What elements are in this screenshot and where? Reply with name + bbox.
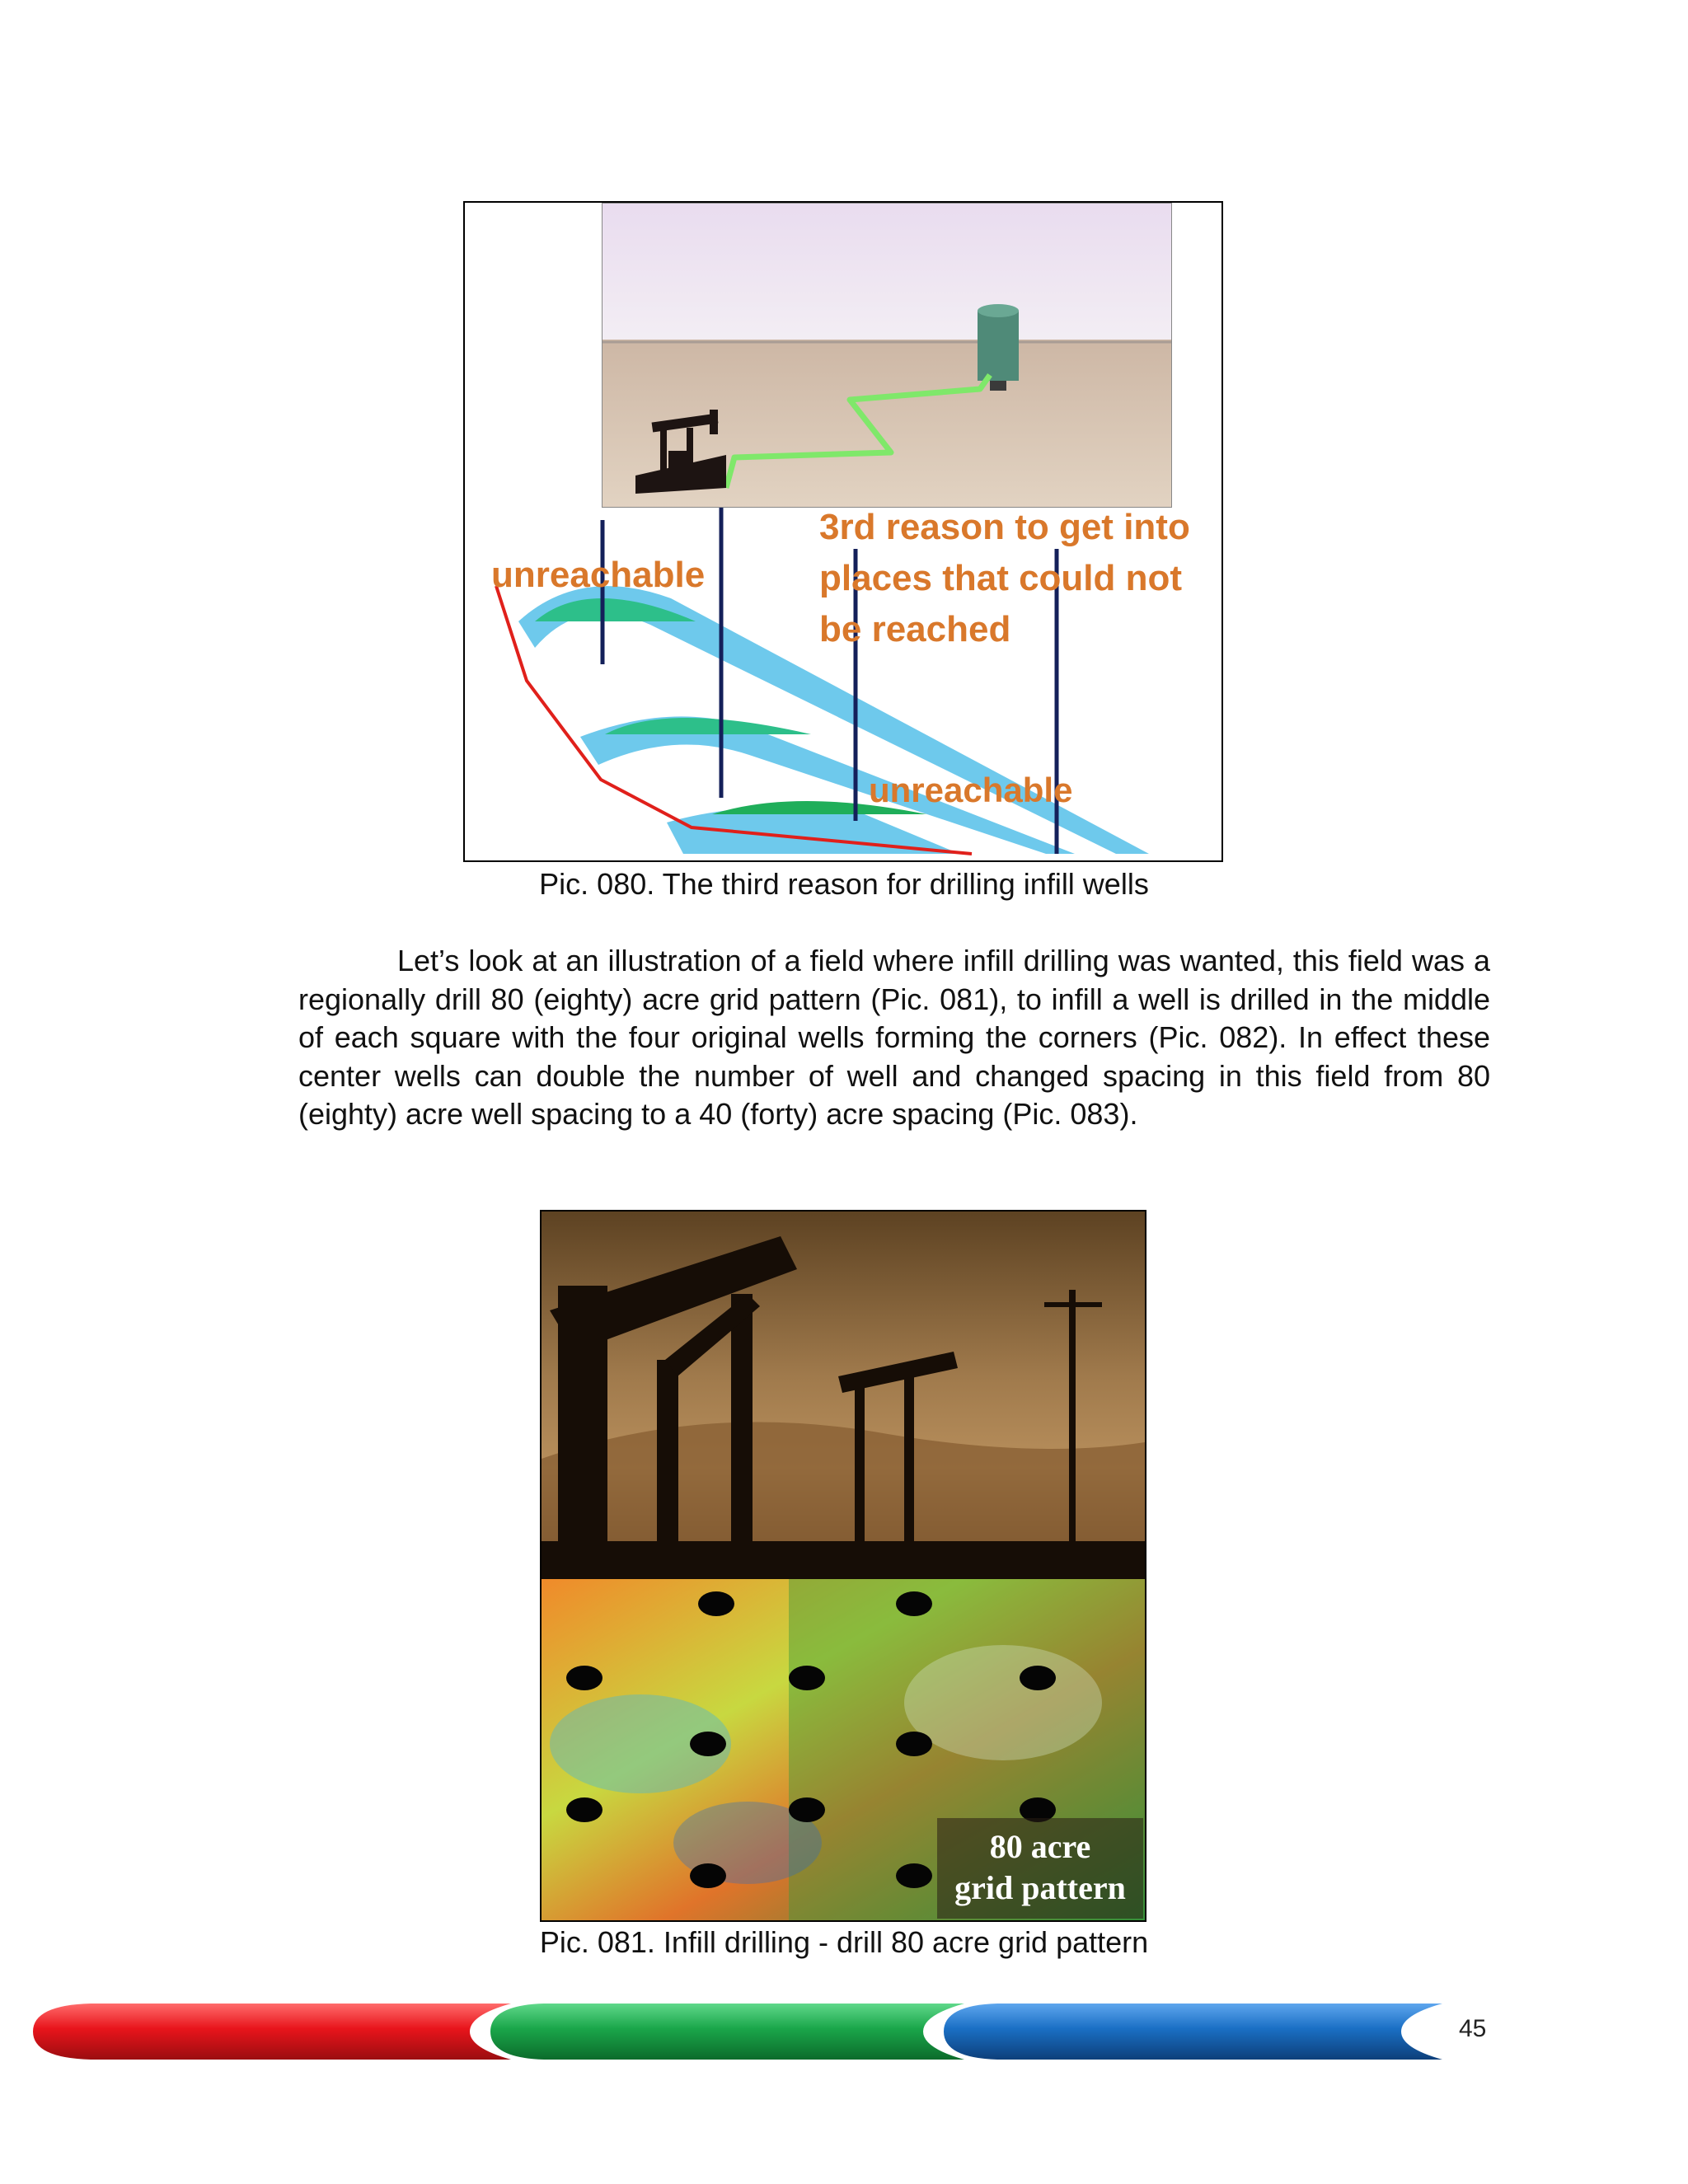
tank-icon — [978, 304, 1019, 391]
oilfield-photo — [602, 203, 1172, 508]
page-number: 45 — [1459, 2015, 1487, 2042]
figure-80-acre-grid — [540, 1210, 1146, 1922]
label-reason-line2: places that could not — [819, 558, 1183, 598]
label-unreachable-top: unreachable — [491, 555, 706, 595]
body-paragraph: Let’s look at an illustration of a field where infill drilling was wanted, this field was a regionally drill 80 (eighty) acre grid pattern (Pic. 081), to infill a well is drilled in the middle of each square with the four original wells forming the corners (Pic. 082). In effect these center wells can double the number of well and changed spacing in this field from 80 (eighty) acre well spacing to a 40 (forty) acre spacing (Pic. 083). — [298, 944, 1490, 1131]
figure-infill-reason — [463, 201, 1223, 862]
footer-bar-blue — [944, 2004, 1442, 2060]
grid-label-line2: grid pattern — [954, 1869, 1126, 1906]
label-reason-line1: 3rd reason to get into — [819, 508, 1190, 547]
footer-decoration — [0, 1990, 1688, 2073]
label-reason-line3: be reached — [819, 609, 1011, 649]
grid-label-line1: 80 acre — [989, 1828, 1091, 1865]
footer-bar-green — [490, 2004, 964, 2060]
footer-bar-red — [33, 2004, 511, 2060]
label-unreachable-bottom: unreachable — [869, 771, 1073, 809]
figure1-caption: Pic. 080. The third reason for drilling infill wells — [539, 867, 1149, 901]
reservoir-diagram — [465, 508, 1221, 862]
pumpjack-silhouette-photo — [542, 1212, 1145, 1579]
grid-pattern-label — [937, 1818, 1143, 1919]
figure2-caption: Pic. 081. Infill drilling - drill 80 acre grid pattern — [539, 1925, 1149, 1959]
